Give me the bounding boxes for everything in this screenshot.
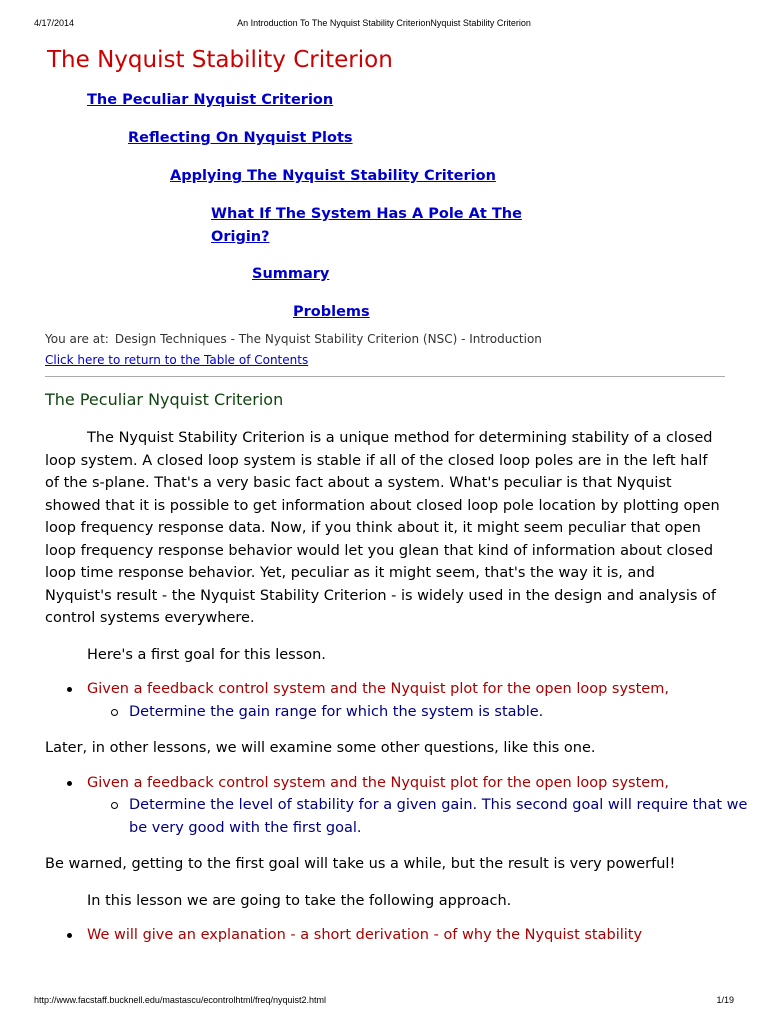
circle-bullet-icon — [111, 802, 118, 809]
later-paragraph: Later, in other lessons, we will examine some other questions, like this one. — [45, 740, 596, 756]
intro-paragraph: The Nyquist Stability Criterion is a unique method for determining stability of a closed loop system. A closed loop system is stable if all of the closed loop poles are in the left half of the s-plane. That's a very basic fact about a system. What's peculiar is that Nyquist showed that it is possible to get information about closed loop pole location by plotting open loop frequency response data. Now, if you think about it, it might seem peculiar that open loop frequency response behavior would let you glean that kind of information about closed loop time response behavior. Yet, peculiar as it might seem, that's the way it is, and Nyquist's result - the Nyquist Stability Criterion - is widely used in the design and analysis of control systems everywhere. — [45, 430, 720, 626]
nav-link-pole-at-origin[interactable]: What If The System Has A Pole At The Origin? — [211, 206, 522, 245]
print-date: 4/17/2014 — [34, 18, 75, 28]
page-title: The Nyquist Stability Criterion — [47, 47, 393, 73]
goal-sub-item — [87, 794, 757, 839]
divider — [45, 376, 725, 377]
goal-list-1 — [45, 678, 725, 723]
approach-item — [45, 924, 725, 947]
print-url: http://www.facstaff.bucknell.edu/mastascu/econtrolhtml/freq/nyquist2.html — [34, 995, 326, 1005]
circle-bullet-icon — [111, 709, 118, 716]
nav-link-applying-criterion[interactable]: Applying The Nyquist Stability Criterion — [170, 168, 496, 184]
section-heading: The Peculiar Nyquist Criterion — [45, 390, 284, 409]
goal-sub-item — [87, 701, 757, 724]
goal-given-text: Given a feedback control system and the Nyquist plot for the open loop system, — [87, 681, 669, 697]
breadcrumb-label: You are at: — [45, 332, 109, 346]
print-page-number: 1/19 — [716, 995, 734, 1005]
breadcrumb — [45, 329, 725, 349]
approach-item-text: We will give an explanation - a short derivation - of why the Nyquist stability — [87, 927, 643, 943]
approach-paragraph: In this lesson we are going to take the following approach. — [87, 892, 512, 909]
first-goal-paragraph: Here's a first goal for this lesson. — [87, 646, 326, 663]
goal-item — [45, 772, 748, 840]
goal-given-text: Given a feedback control system and the Nyquist plot for the open loop system, — [87, 774, 669, 791]
breadcrumb-path: Design Techniques - The Nyquist Stability Criterion (NSC) - Introduction — [114, 332, 542, 346]
approach-list — [45, 924, 725, 947]
bullet-icon — [67, 687, 72, 692]
nav-link-peculiar-criterion[interactable]: The Peculiar Nyquist Criterion — [87, 92, 334, 108]
lesson-nav — [45, 89, 725, 320]
nav-link-reflecting-plots[interactable]: Reflecting On Nyquist Plots — [128, 130, 353, 146]
bullet-icon — [67, 933, 72, 938]
goal-determine-text: Determine the gain range for which the system is stable. — [129, 703, 544, 720]
goal-sub-list — [87, 701, 725, 724]
print-page-title: An Introduction To The Nyquist Stability CriterionNyquist Stability Criterion — [237, 18, 531, 28]
main-content — [45, 40, 748, 947]
print-header — [34, 18, 734, 32]
bullet-icon — [67, 781, 72, 786]
goal-item — [45, 678, 725, 723]
nav-link-problems[interactable]: Problems — [293, 304, 370, 320]
table-of-contents-link[interactable]: Click here to return to the Table of Contents — [45, 353, 309, 367]
nav-link-summary[interactable]: Summary — [252, 266, 330, 282]
warned-paragraph: Be warned, getting to the first goal will take us a while, but the result is very powerful! — [45, 856, 676, 872]
goal-list-2 — [45, 772, 748, 840]
goal-determine-text: Determine the level of stability for a given gain. This second goal will require that we be very good with the first goal. — [129, 797, 748, 836]
print-footer — [34, 995, 734, 1009]
goal-sub-list — [87, 794, 748, 839]
